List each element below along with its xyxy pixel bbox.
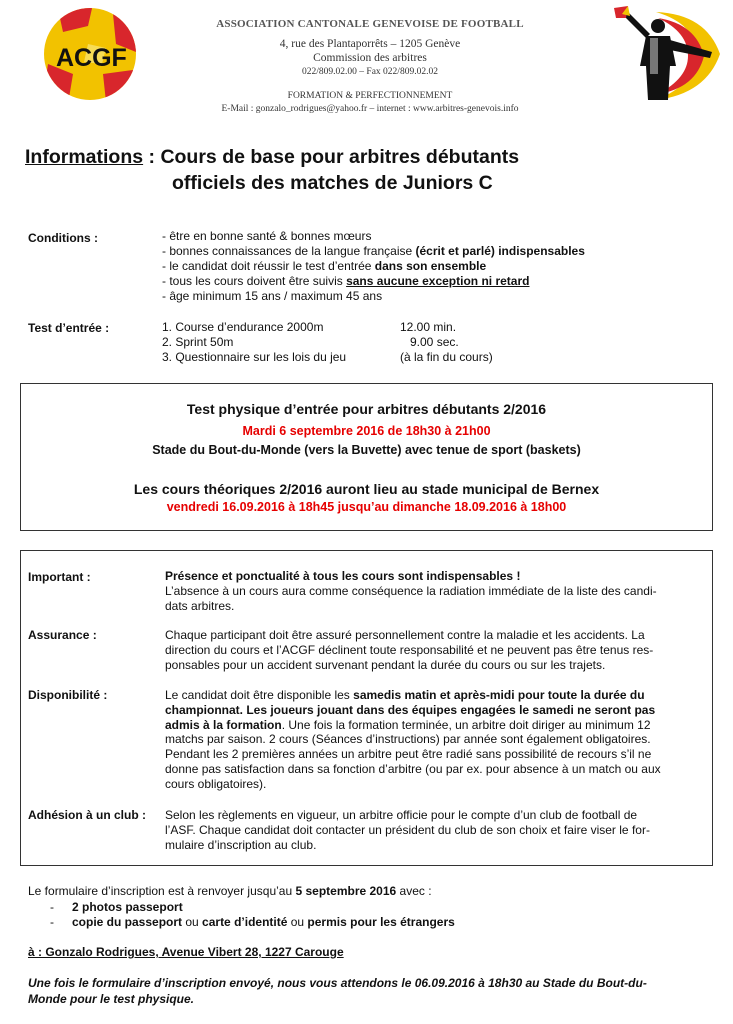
phone-fax: 022/809.02.00 – Fax 022/809.02.02: [302, 67, 438, 77]
important-label: Important :: [28, 570, 91, 584]
closing-line2: Monde pour le test physique.: [28, 992, 195, 1006]
adhesion-label: Adhésion à un club :: [28, 808, 147, 822]
assurance-text: Chaque participant doit être assuré personnellement contre la maladie et les accidents. La direction du cours et l’ACGF déclinent toute responsabilité et ne peuvent pas être tenus res- ponsables pour un accident survenant pendant la durée du cours ou sur les trajets.: [165, 628, 654, 672]
courses-heading: Les cours théoriques 2/2016 auront lieu au stade municipal de Bernex: [133, 481, 600, 497]
contact-line: E-Mail : gonzalo_rodrigues@yahoo.fr – internet : www.arbitres-genevois.info: [221, 104, 519, 114]
adhesion-text: Selon les règlements en vigueur, un arbitre officie pour le compte d’un club de football de l’ASF. Chaque candidat doit contacter un président du club de son choix et faire viser le for- mulaire d’inscription au club.: [165, 808, 650, 852]
title-line1: Cours de base pour arbitres débutants: [160, 146, 520, 168]
closing-line1: Une fois le formulaire d’inscription envoyé, nous vous attendons le 06.09.2016 à 18h30 au Stade du Bout-du-: [28, 976, 647, 990]
formation-heading: FORMATION & PERFECTIONNEMENT: [287, 91, 453, 101]
condition-item: - être en bonne santé & bonnes mœurs: [162, 229, 372, 243]
condition-item: - tous les cours doivent être suivis sans aucune exception ni retard: [162, 274, 530, 288]
important-text: Présence et ponctualité à tous les cours sont indispensables ! L’absence à un cours aura comme conséquence la radiation immédiate de la liste des candi- dats arbitres.: [165, 569, 657, 613]
test-item-name: 3. Questionnaire sur les lois du jeu: [162, 350, 347, 364]
conditions-label: Conditions :: [28, 231, 98, 245]
referee-logo: [596, 4, 726, 104]
logo-text: ACGF: [56, 44, 127, 72]
test-label: Test d’entrée :: [28, 321, 110, 335]
test-date: Mardi 6 septembre 2016 de 18h30 à 21h00: [242, 424, 491, 438]
bullet-dash: -: [50, 915, 54, 929]
assurance-label: Assurance :: [28, 628, 97, 642]
condition-item: - bonnes connaissances de la langue française (écrit et parlé) indispensables: [162, 244, 585, 258]
test-location: Stade du Bout-du-Monde (vers la Buvette) avec tenue de sport (baskets): [152, 443, 581, 457]
test-item-name: 1. Course d’endurance 2000m: [162, 320, 324, 334]
test-heading: Test physique d’entrée pour arbitres débutants 2/2016: [186, 401, 547, 417]
condition-item: - âge minimum 15 ans / maximum 45 ans: [162, 289, 383, 303]
page-title: Informations : Cours de base pour arbitres débutants: [25, 146, 520, 168]
courses-date: vendredi 16.09.2016 à 18h45 jusqu’au dimanche 18.09.2016 à 18h00: [166, 500, 567, 514]
test-item-name: 2. Sprint 50m: [162, 335, 234, 349]
title-label: Informations: [25, 146, 144, 168]
test-item-value: 9.00 sec.: [410, 335, 459, 349]
commission: Commission des arbitres: [313, 52, 427, 64]
condition-item: - le candidat doit réussir le test d’entrée dans son ensemble: [162, 259, 487, 273]
acgf-logo: [18, 4, 142, 104]
org-address: 4, rue des Plantaporrêts – 1205 Genève: [279, 38, 461, 50]
test-item-value: (à la fin du cours): [400, 350, 493, 364]
bullet-dash: -: [50, 900, 54, 914]
form-intro: Le formulaire d’inscription est à renvoyer jusqu’au 5 septembre 2016 avec :: [28, 884, 432, 898]
test-item-value: 12.00 min.: [400, 320, 457, 334]
organization-name: ASSOCIATION CANTONALE GENEVOISE DE FOOTBALL: [216, 18, 524, 30]
disponibilite-label: Disponibilité :: [28, 688, 108, 702]
disponibilite-text: Le candidat doit être disponible les samedis matin et après-midi pour toute la durée du championnat. Les joueurs jouant dans des équipes engagées le samedi ne seront pas admis à la formation. Une fois la formation terminée, un arbitre doit diriger au minimum 12 matchs par saison. 2 cours (Séances d’instructions) par année sont également obligatoires. Pendant les 2 premières années un arbitre peut être radié sans possibilité de recours s’il ne donne pas satisfaction dans sa fonction d’arbitre (ou par ex. pour absence à un match ou aux cours obligatoires).: [165, 688, 661, 791]
mailing-address: à : Gonzalo Rodrigues, Avenue Vibert 28, 1227 Carouge: [28, 945, 344, 959]
requirement-id: copie du passeport ou carte d’identité ou permis pour les étrangers: [72, 915, 455, 929]
title-line2: officiels des matches de Juniors C: [172, 172, 493, 194]
requirement-photos: 2 photos passeport: [72, 900, 183, 914]
